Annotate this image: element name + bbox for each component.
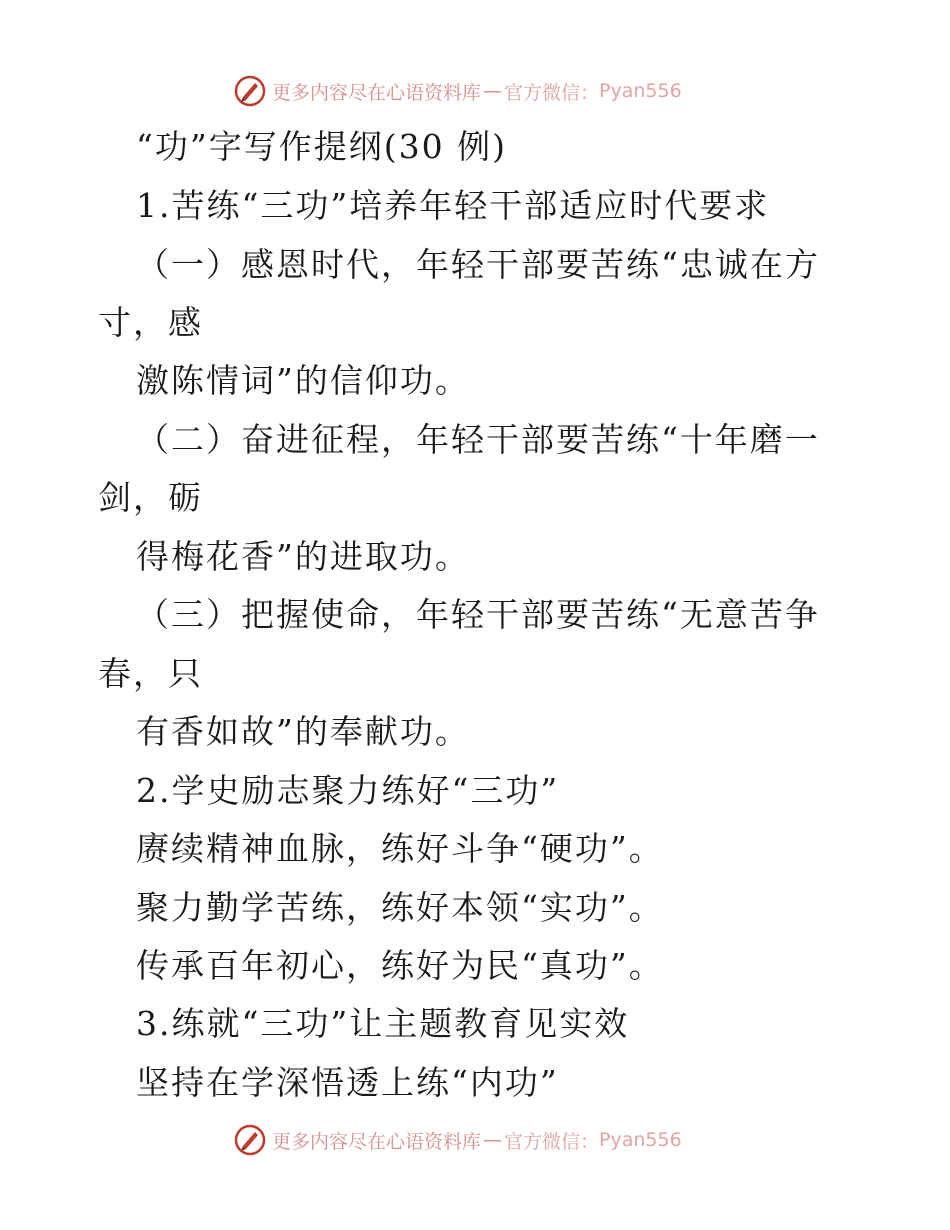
- doc-line-13: 聚力勤学苦练，练好本领“实功”。: [136, 888, 664, 927]
- footer-watermark-banner: [234, 1123, 682, 1157]
- banner-wechat-id: Pyan556: [599, 80, 682, 102]
- doc-line-1: 1.苦练“三功”培养年轻干部适应时代要求: [136, 186, 770, 225]
- brush-logo-icon: [234, 1124, 266, 1156]
- banner-wechat-label: 官方微信：: [504, 81, 600, 104]
- banner-dash: —: [483, 80, 503, 102]
- doc-line-16: 坚持在学深悟透上练“内功”: [136, 1063, 559, 1102]
- doc-line-7: 得梅花香”的进取功。: [136, 537, 470, 576]
- brush-logo-icon: [234, 75, 266, 107]
- doc-line-11: 2.学史励志聚力练好“三功”: [136, 771, 560, 810]
- banner-main-text: 更多内容尽在心语资料库: [272, 1130, 482, 1153]
- doc-line-6: 剑，砺: [98, 478, 203, 517]
- banner-main-text: 更多内容尽在心语资料库: [272, 81, 482, 104]
- doc-line-14: 传承百年初心，练好为民“真功”。: [136, 946, 664, 985]
- doc-line-12: 赓续精神血脉，练好斗争“硬功”。: [136, 829, 664, 868]
- banner-wechat-label: 官方微信：: [504, 1130, 600, 1153]
- doc-line-4: 激陈情词”的信仰功。: [136, 361, 470, 400]
- doc-line-10: 有香如故”的奉献功。: [136, 712, 470, 751]
- doc-title: “功”字写作提纲(30 例): [136, 127, 507, 166]
- banner-wechat-id: Pyan556: [599, 1129, 682, 1151]
- doc-line-5: （二）奋进征程，年轻干部要苦练“十年磨一: [136, 420, 820, 459]
- doc-line-15: 3.练就“三功”让主题教育见实效: [136, 1004, 630, 1043]
- doc-line-2: （一）感恩时代，年轻干部要苦练“忠诚在方: [136, 245, 820, 284]
- banner-dash: —: [483, 1129, 503, 1151]
- doc-line-9: 春，只: [98, 654, 203, 693]
- header-watermark-banner: [234, 74, 682, 108]
- doc-line-3: 寸，感: [98, 303, 203, 342]
- doc-line-8: （三）把握使命，年轻干部要苦练“无意苦争: [136, 595, 820, 634]
